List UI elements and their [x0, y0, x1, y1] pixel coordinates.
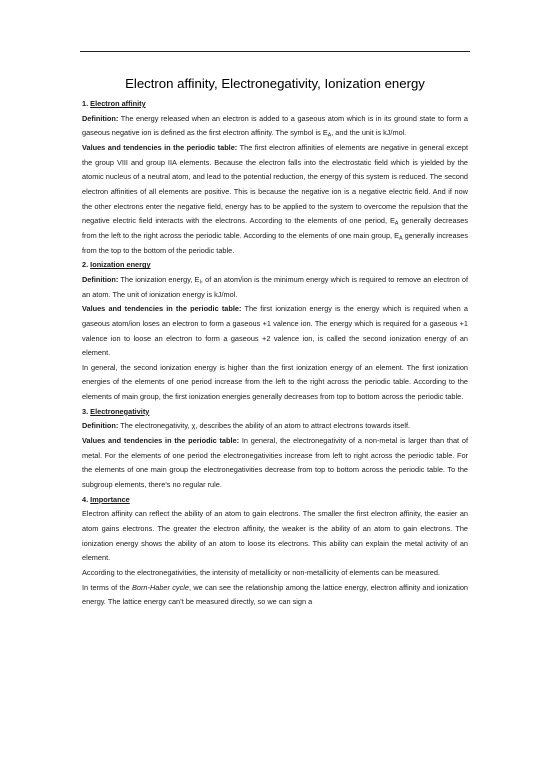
body-paragraph: Electron affinity can reflect the ability of an atom to gain electrons. The smaller the first electron affinity, the easier an atom gains electrons. The greater the electron affinity, the weaker is the ability of an atom to gain electrons. The ionization energy shows the ability of an atom to loose its electrons. This ability can explain the metal activity of an element.	[82, 509, 468, 563]
text-run: In terms of the	[82, 582, 132, 592]
section-title: Electron affinity	[90, 99, 146, 108]
subscript: A	[394, 220, 399, 227]
text-run: The first ionization energy is the energy which is required when a gaseous atom/ion loses an electron to form a gaseous +1 valence ion. The energy which is required for a gaseous +1 valence ion to loose an electron to form a gaseous +2 valence ion, is called the second ionization energy of an element.	[82, 304, 468, 358]
body-paragraph: In general, the second ionization energy is higher than the first ionization energy of an element. The first ionization energies of the elements of one period increase from the left to the right across the periodic table. According to the elements of main group, the first ionization energies generally decreases from top to bottom across the periodic table.	[82, 362, 468, 402]
subscript: I	[199, 279, 201, 286]
section-heading-ionization-energy	[82, 258, 468, 273]
header-rule	[80, 51, 470, 52]
section-heading-importance	[82, 493, 468, 508]
section-number: 2.	[82, 260, 89, 270]
tendencies-paragraph	[82, 141, 468, 258]
definition-label: Definition:	[82, 274, 119, 284]
tendencies-paragraph	[82, 434, 468, 493]
section-title: Ionization energy	[90, 260, 151, 270]
section-title: Importance	[90, 494, 130, 504]
text-run: , of an atom/ion is the minimum energy which is required to remove an electron of an atom. The unit of ionization energy is kJ/mol.	[82, 274, 468, 299]
text-run: , we can see the relationship among the lattice energy, electron affinity and ionization energy. The lattice energy can’t be measured directly, so we can sign a	[82, 582, 469, 607]
text-run: , and the unit is kJ/mol.	[331, 128, 407, 138]
text-run: The energy released when an electron is added to a gaseous atom which is in its ground state to form a gaseous negative ion is defined as the first electron affinity. The symbol is E	[82, 113, 468, 138]
italic-term: Born-Haber cycle	[132, 582, 189, 592]
subscript: A	[327, 132, 332, 139]
section-number: 3.	[82, 406, 89, 416]
text-run: The ionization energy, E	[120, 274, 200, 284]
definition-label: Definition:	[82, 421, 119, 431]
text-run: The electronegativity, χ, describes the ability of an atom to attract electrons towards itself.	[120, 421, 411, 431]
subscript: A	[399, 235, 403, 242]
page-title: Electron affinity, Electronegativity, Ionization energy	[125, 76, 425, 91]
tendencies-label: Values and tendencies in the periodic table:	[82, 436, 240, 446]
definition-label: Definition:	[82, 113, 119, 123]
tendencies-label: Values and tendencies in the periodic table:	[82, 142, 238, 152]
text-run: generally increases from the top to the bottom of the periodic table.	[82, 230, 468, 255]
section-number: 1.	[82, 99, 89, 108]
definition-paragraph	[82, 419, 468, 434]
document-body	[82, 97, 468, 610]
section-title: Electronegativity	[90, 406, 150, 416]
definition-paragraph	[82, 112, 468, 141]
definition-paragraph	[82, 273, 468, 302]
section-heading-electron-affinity	[82, 97, 468, 112]
section-heading-electronegativity	[82, 405, 468, 420]
body-paragraph: According to the electronegativities, the intensity of metallicity or non-metallicity of elements can be measured.	[82, 568, 440, 577]
tendencies-label: Values and tendencies in the periodic table:	[82, 304, 242, 314]
text-run: The first electron affinities of elements are negative in general except the group VIII and group IIA elements. Because the electron falls into the electrostatic field which is yielded by the atomic nucleus of a neutral atom, and lead to the potential reduction, the energy of this system is reduced. The second electron affinities of all elements are positive. This is because the negative ion is a negative electric field. And if now the other electrons enter the negative field, energy has to be applied to the system to overcome the repulsion that the negative electric field interacts with the electrons. According to the elements of one period, E	[82, 142, 468, 226]
text-run: In general, the electronegativity of a non-metal is larger than that of metal. For the elements of one period the electronegativities increase from left to right across the periodic table. For the elements of one main group the electronegativities decrease from top to bottom across the periodic table. To the subgroup elements, there’s no regular rule.	[82, 436, 468, 490]
body-paragraph	[82, 581, 468, 610]
section-number: 4.	[82, 494, 89, 504]
text-run: generally decreases from the left to the right across the periodic table. According to the elements of one main group, E	[82, 216, 468, 240]
tendencies-paragraph	[82, 302, 468, 361]
